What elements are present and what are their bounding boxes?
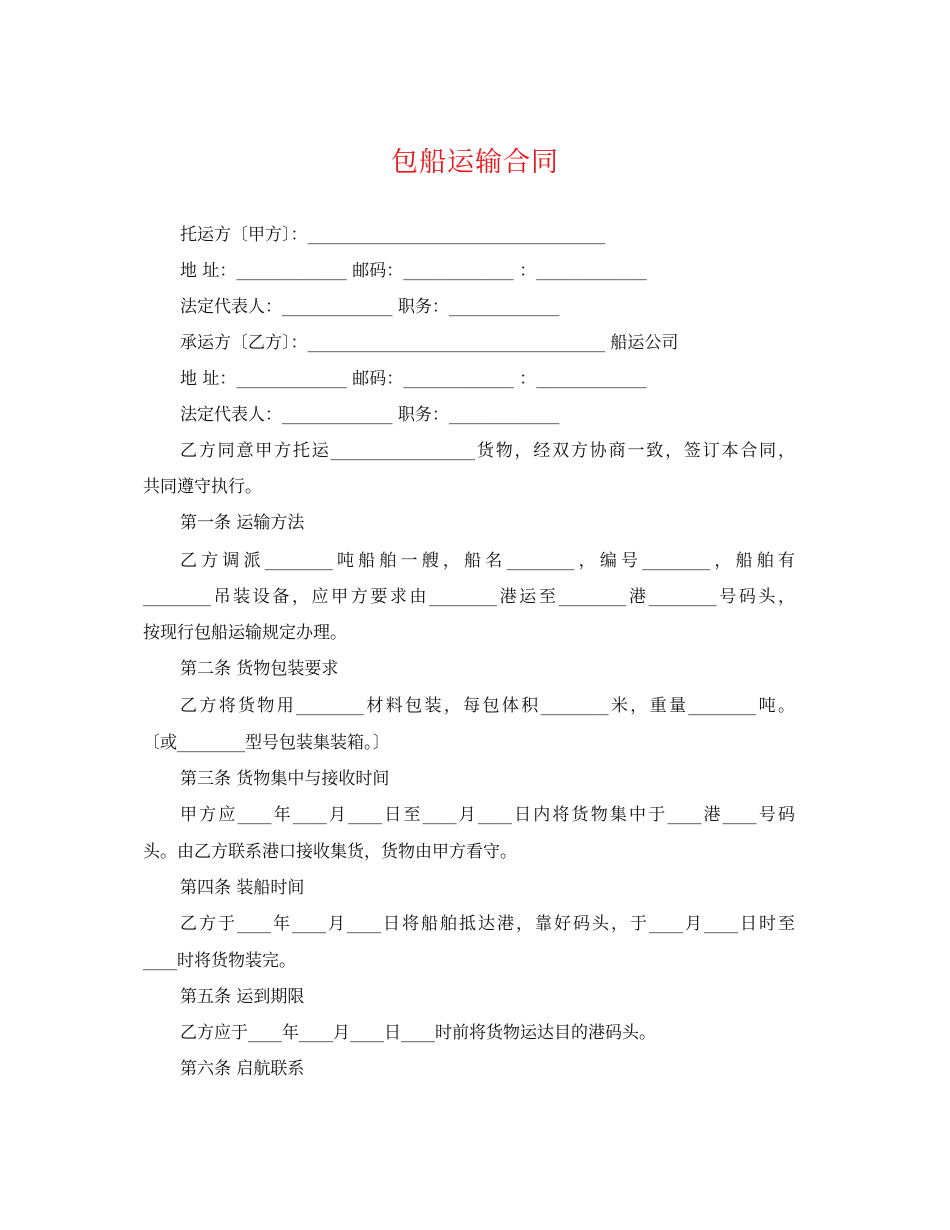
shipper-address-line: 地 址：_____________ 邮码：_____________ ：_____________ (180, 261, 647, 281)
agreement-paragraph-line-2: 共同遵守执行。 (143, 477, 262, 497)
article-1-text-line-3: 按现行包船运输规定办理。 (143, 623, 347, 643)
article-5-text-line-1: 乙方应于____年____月____日____时前将货物运达目的港码头。 (180, 1023, 656, 1043)
article-5-heading: 第五条 运到期限 (180, 987, 305, 1007)
article-1-text-line-1: 乙方调派________吨船舶一艘，船名________，编号________，船舶有 (180, 551, 795, 571)
carrier-name-line: 承运方〔乙方〕：___________________________________ 船运公司 (180, 333, 679, 353)
agreement-paragraph-line-1: 乙方同意甲方托运_________________货物，经双方协商一致，签订本合同， (180, 441, 795, 461)
article-2-heading: 第二条 货物包装要求 (180, 659, 339, 679)
article-4-text-line-2: ____时将货物装完。 (143, 951, 296, 971)
article-2-text-line-2: 〔或________型号包装集装箱。〕 (143, 733, 390, 753)
document-title: 包船运输合同 (391, 147, 559, 178)
carrier-address-line: 地 址：_____________ 邮码：_____________ ：_____________ (180, 369, 647, 389)
article-2-text-line-1: 乙方将货物用________材料包装，每包体积________米，重量________吨。 (180, 696, 795, 716)
article-3-text-line-2: 头。由乙方联系港口接收集货，货物由甲方看守。 (143, 842, 517, 862)
article-4-heading: 第四条 装船时间 (180, 878, 305, 898)
article-1-heading: 第一条 运输方法 (180, 513, 305, 533)
carrier-representative-line: 法定代表人：_____________ 职务：_____________ (180, 405, 560, 425)
article-6-heading: 第六条 启航联系 (180, 1059, 305, 1079)
article-1-text-line-2: ________吊装设备，应甲方要求由________港运至________港________号码头， (143, 587, 795, 607)
article-3-heading: 第三条 货物集中与接收时间 (180, 769, 390, 789)
article-3-text-line-1: 甲方应____年____月____日至____月____日内将货物集中于____港____号码 (180, 805, 795, 825)
shipper-representative-line: 法定代表人：_____________ 职务：_____________ (180, 297, 560, 317)
shipper-name-line: 托运方〔甲方〕：___________________________________ (180, 225, 605, 245)
article-4-text-line-1: 乙方于____年____月____日将船舶抵达港，靠好码头，于____月____日时至 (180, 914, 795, 934)
